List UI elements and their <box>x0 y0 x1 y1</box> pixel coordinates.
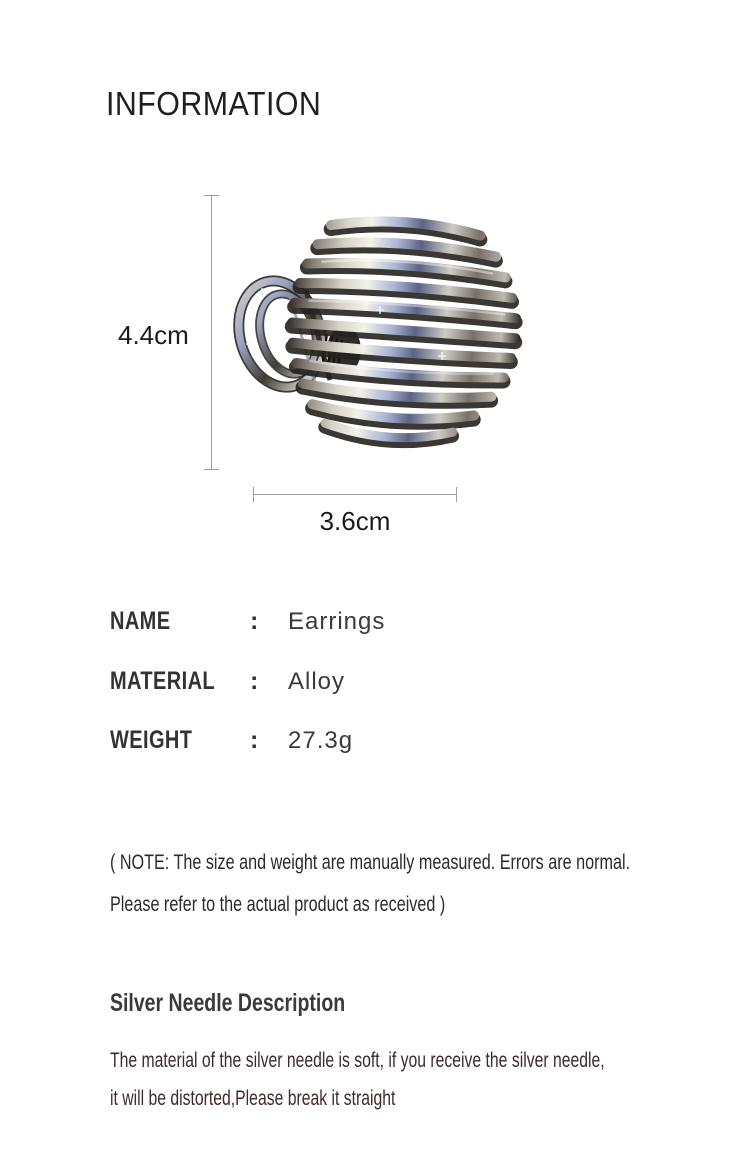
spec-colon: : <box>250 667 259 695</box>
needle-description-title: Silver Needle Description <box>110 989 346 1017</box>
spec-row-weight <box>110 726 670 756</box>
spec-colon: : <box>250 607 259 635</box>
width-dimension-label: 3.6cm <box>319 506 391 536</box>
dimension-tick <box>253 487 254 502</box>
measurement-note-line1: ( NOTE: The size and weight are manually measured. Errors are normal. <box>110 851 631 874</box>
spec-row-name <box>110 607 670 637</box>
spec-label: NAME <box>110 607 171 635</box>
needle-description-line1: The material of the silver needle is soft, if you receive the silver needle, <box>110 1049 605 1072</box>
spec-value: Alloy <box>288 668 346 695</box>
needle-description-line2: it will be distorted,Please break it straight <box>110 1087 396 1110</box>
spec-label: WEIGHT <box>110 726 193 754</box>
page-title: INFORMATION <box>106 85 322 122</box>
spec-value: 27.3g <box>288 727 354 754</box>
spec-value: Earrings <box>288 608 386 635</box>
dimension-tick <box>456 487 457 502</box>
tube-body <box>284 215 523 450</box>
dimension-tick <box>204 195 219 196</box>
width-dimension-line <box>253 494 457 495</box>
dimension-tick <box>204 469 219 470</box>
height-dimension-label: 4.4cm <box>118 320 189 350</box>
spec-label: MATERIAL <box>110 667 216 695</box>
spec-colon: : <box>250 726 259 754</box>
height-dimension-line <box>211 195 212 470</box>
measurement-note-line2: Please refer to the actual product as received ) <box>110 893 446 916</box>
product-image <box>228 192 528 458</box>
spec-row-material <box>110 667 670 697</box>
